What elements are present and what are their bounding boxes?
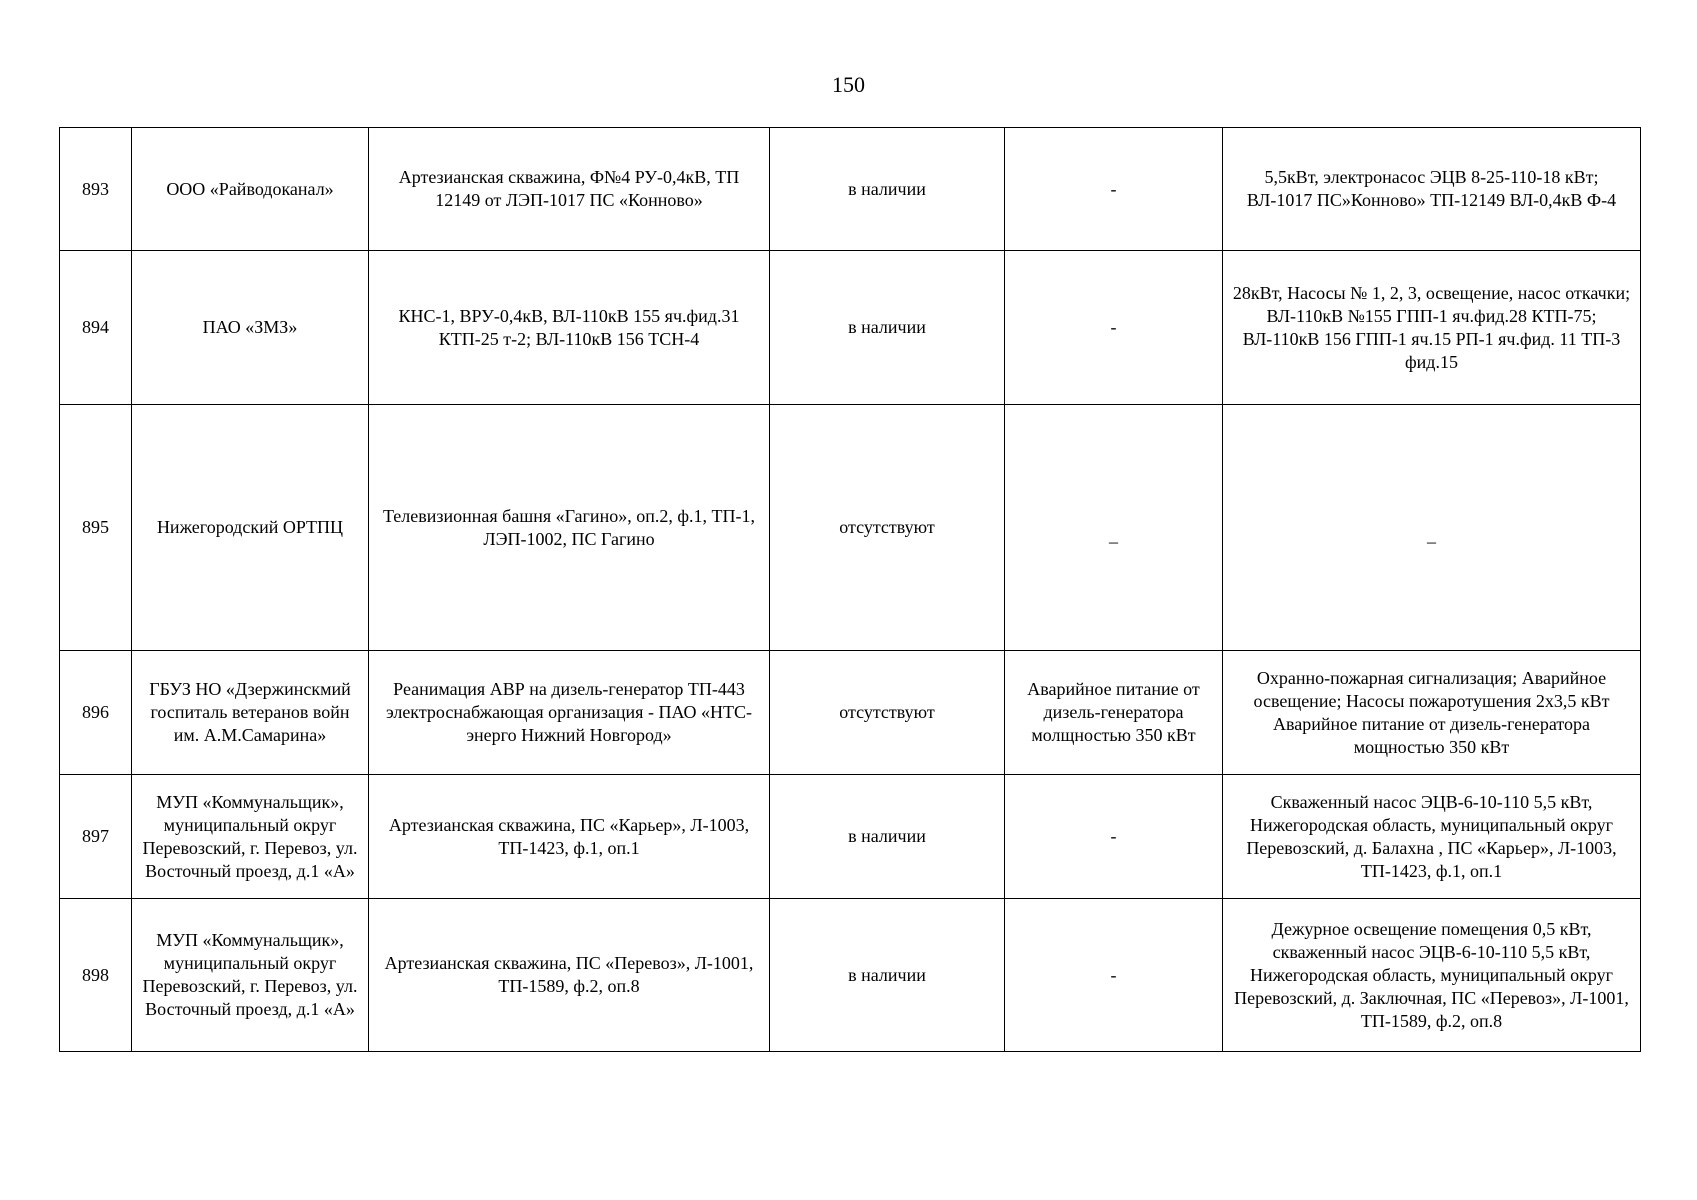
availability-cell: в наличии: [770, 251, 1005, 405]
load-cell: Охранно-пожарная сигнализация; Аварийное освещение; Насосы пожаротушения 2х3,5 кВт Аварийное питание от дизель-генератора мощностью 350 кВт: [1223, 651, 1641, 775]
load-cell: 28кВт, Насосы № 1, 2, 3, освещение, насос откачки; ВЛ-110кВ №155 ГПП-1 яч.фид.28 КТП-75; ВЛ-110кВ 156 ГПП-1 яч.15 РП-1 яч.фид. 11 ТП-3 фид.15: [1223, 251, 1641, 405]
availability-cell: в наличии: [770, 128, 1005, 251]
object-cell: Артезианская скважина, ПС «Карьер», Л-1003, ТП-1423, ф.1, оп.1: [369, 775, 770, 899]
load-cell: Скваженный насос ЭЦВ-6-10-110 5,5 кВт, Нижегородская область, муниципальный округ Перевозский, д. Балахна , ПС «Карьер», Л-1003, ТП-1423, ф.1, оп.1: [1223, 775, 1641, 899]
row-number-cell: 895: [60, 405, 132, 651]
organization-cell: МУП «Коммунальщик», муниципальный округ Перевозский, г. Перевоз, ул. Восточный проезд, д.1 «А»: [132, 899, 369, 1052]
objects-table: [59, 127, 1641, 1052]
table-row: [60, 128, 1641, 251]
backup-power-cell: -: [1005, 128, 1223, 251]
load-cell: [1223, 405, 1641, 651]
availability-cell: в наличии: [770, 775, 1005, 899]
table-row: [60, 775, 1641, 899]
organization-cell: ООО «Райводоканал»: [132, 128, 369, 251]
load-cell: 5,5кВт, электронасос ЭЦВ 8-25-110-18 кВт; ВЛ-1017 ПС»Конново» ТП-12149 ВЛ-0,4кВ Ф-4: [1223, 128, 1641, 251]
row-number-cell: 896: [60, 651, 132, 775]
backup-power-cell: [1005, 405, 1223, 651]
table-row: [60, 405, 1641, 651]
object-cell: Реанимация АВР на дизель-генератор ТП-443 электроснабжающая организация - ПАО «НТС-энерго Нижний Новгород»: [369, 651, 770, 775]
organization-cell: ПАО «ЗМЗ»: [132, 251, 369, 405]
availability-cell: отсутствуют: [770, 651, 1005, 775]
row-number-cell: 893: [60, 128, 132, 251]
page-number: 150: [832, 72, 865, 97]
backup-power-value: _: [1109, 525, 1118, 545]
organization-cell: МУП «Коммунальщик», муниципальный округ Перевозский, г. Перевоз, ул. Восточный проезд, д.1 «А»: [132, 775, 369, 899]
backup-power-cell: Аварийное питание от дизель-генератора молщностью 350 кВт: [1005, 651, 1223, 775]
table-row: [60, 899, 1641, 1052]
backup-power-cell: -: [1005, 251, 1223, 405]
availability-cell: отсутствуют: [770, 405, 1005, 651]
organization-cell: Нижегородский ОРТПЦ: [132, 405, 369, 651]
row-number-cell: 894: [60, 251, 132, 405]
availability-cell: в наличии: [770, 899, 1005, 1052]
object-cell: Артезианская скважина, Ф№4 РУ-0,4кВ, ТП 12149 от ЛЭП-1017 ПС «Конново»: [369, 128, 770, 251]
backup-power-cell: -: [1005, 775, 1223, 899]
row-number-cell: 898: [60, 899, 132, 1052]
load-cell: Дежурное освещение помещения 0,5 кВт, скваженный насос ЭЦВ-6-10-110 5,5 кВт, Нижегородская область, муниципальный округ Перевозский, д. Заключная, ПС «Перевоз», Л-1001, ТП-1589, ф.2, оп.8: [1223, 899, 1641, 1052]
row-number-cell: 897: [60, 775, 132, 899]
table-row: [60, 251, 1641, 405]
load-value: _: [1427, 525, 1436, 545]
object-cell: Телевизионная башня «Гагино», оп.2, ф.1, ТП-1, ЛЭП-1002, ПС Гагино: [369, 405, 770, 651]
table-row: [60, 651, 1641, 775]
object-cell: Артезианская скважина, ПС «Перевоз», Л-1001, ТП-1589, ф.2, оп.8: [369, 899, 770, 1052]
object-cell: КНС-1, ВРУ-0,4кВ, ВЛ-110кВ 155 яч.фид.31 КТП-25 т-2; ВЛ-110кВ 156 ТСН-4: [369, 251, 770, 405]
organization-cell: ГБУЗ НО «Дзержинскмий госпиталь ветеранов войн им. А.М.Самарина»: [132, 651, 369, 775]
backup-power-cell: -: [1005, 899, 1223, 1052]
